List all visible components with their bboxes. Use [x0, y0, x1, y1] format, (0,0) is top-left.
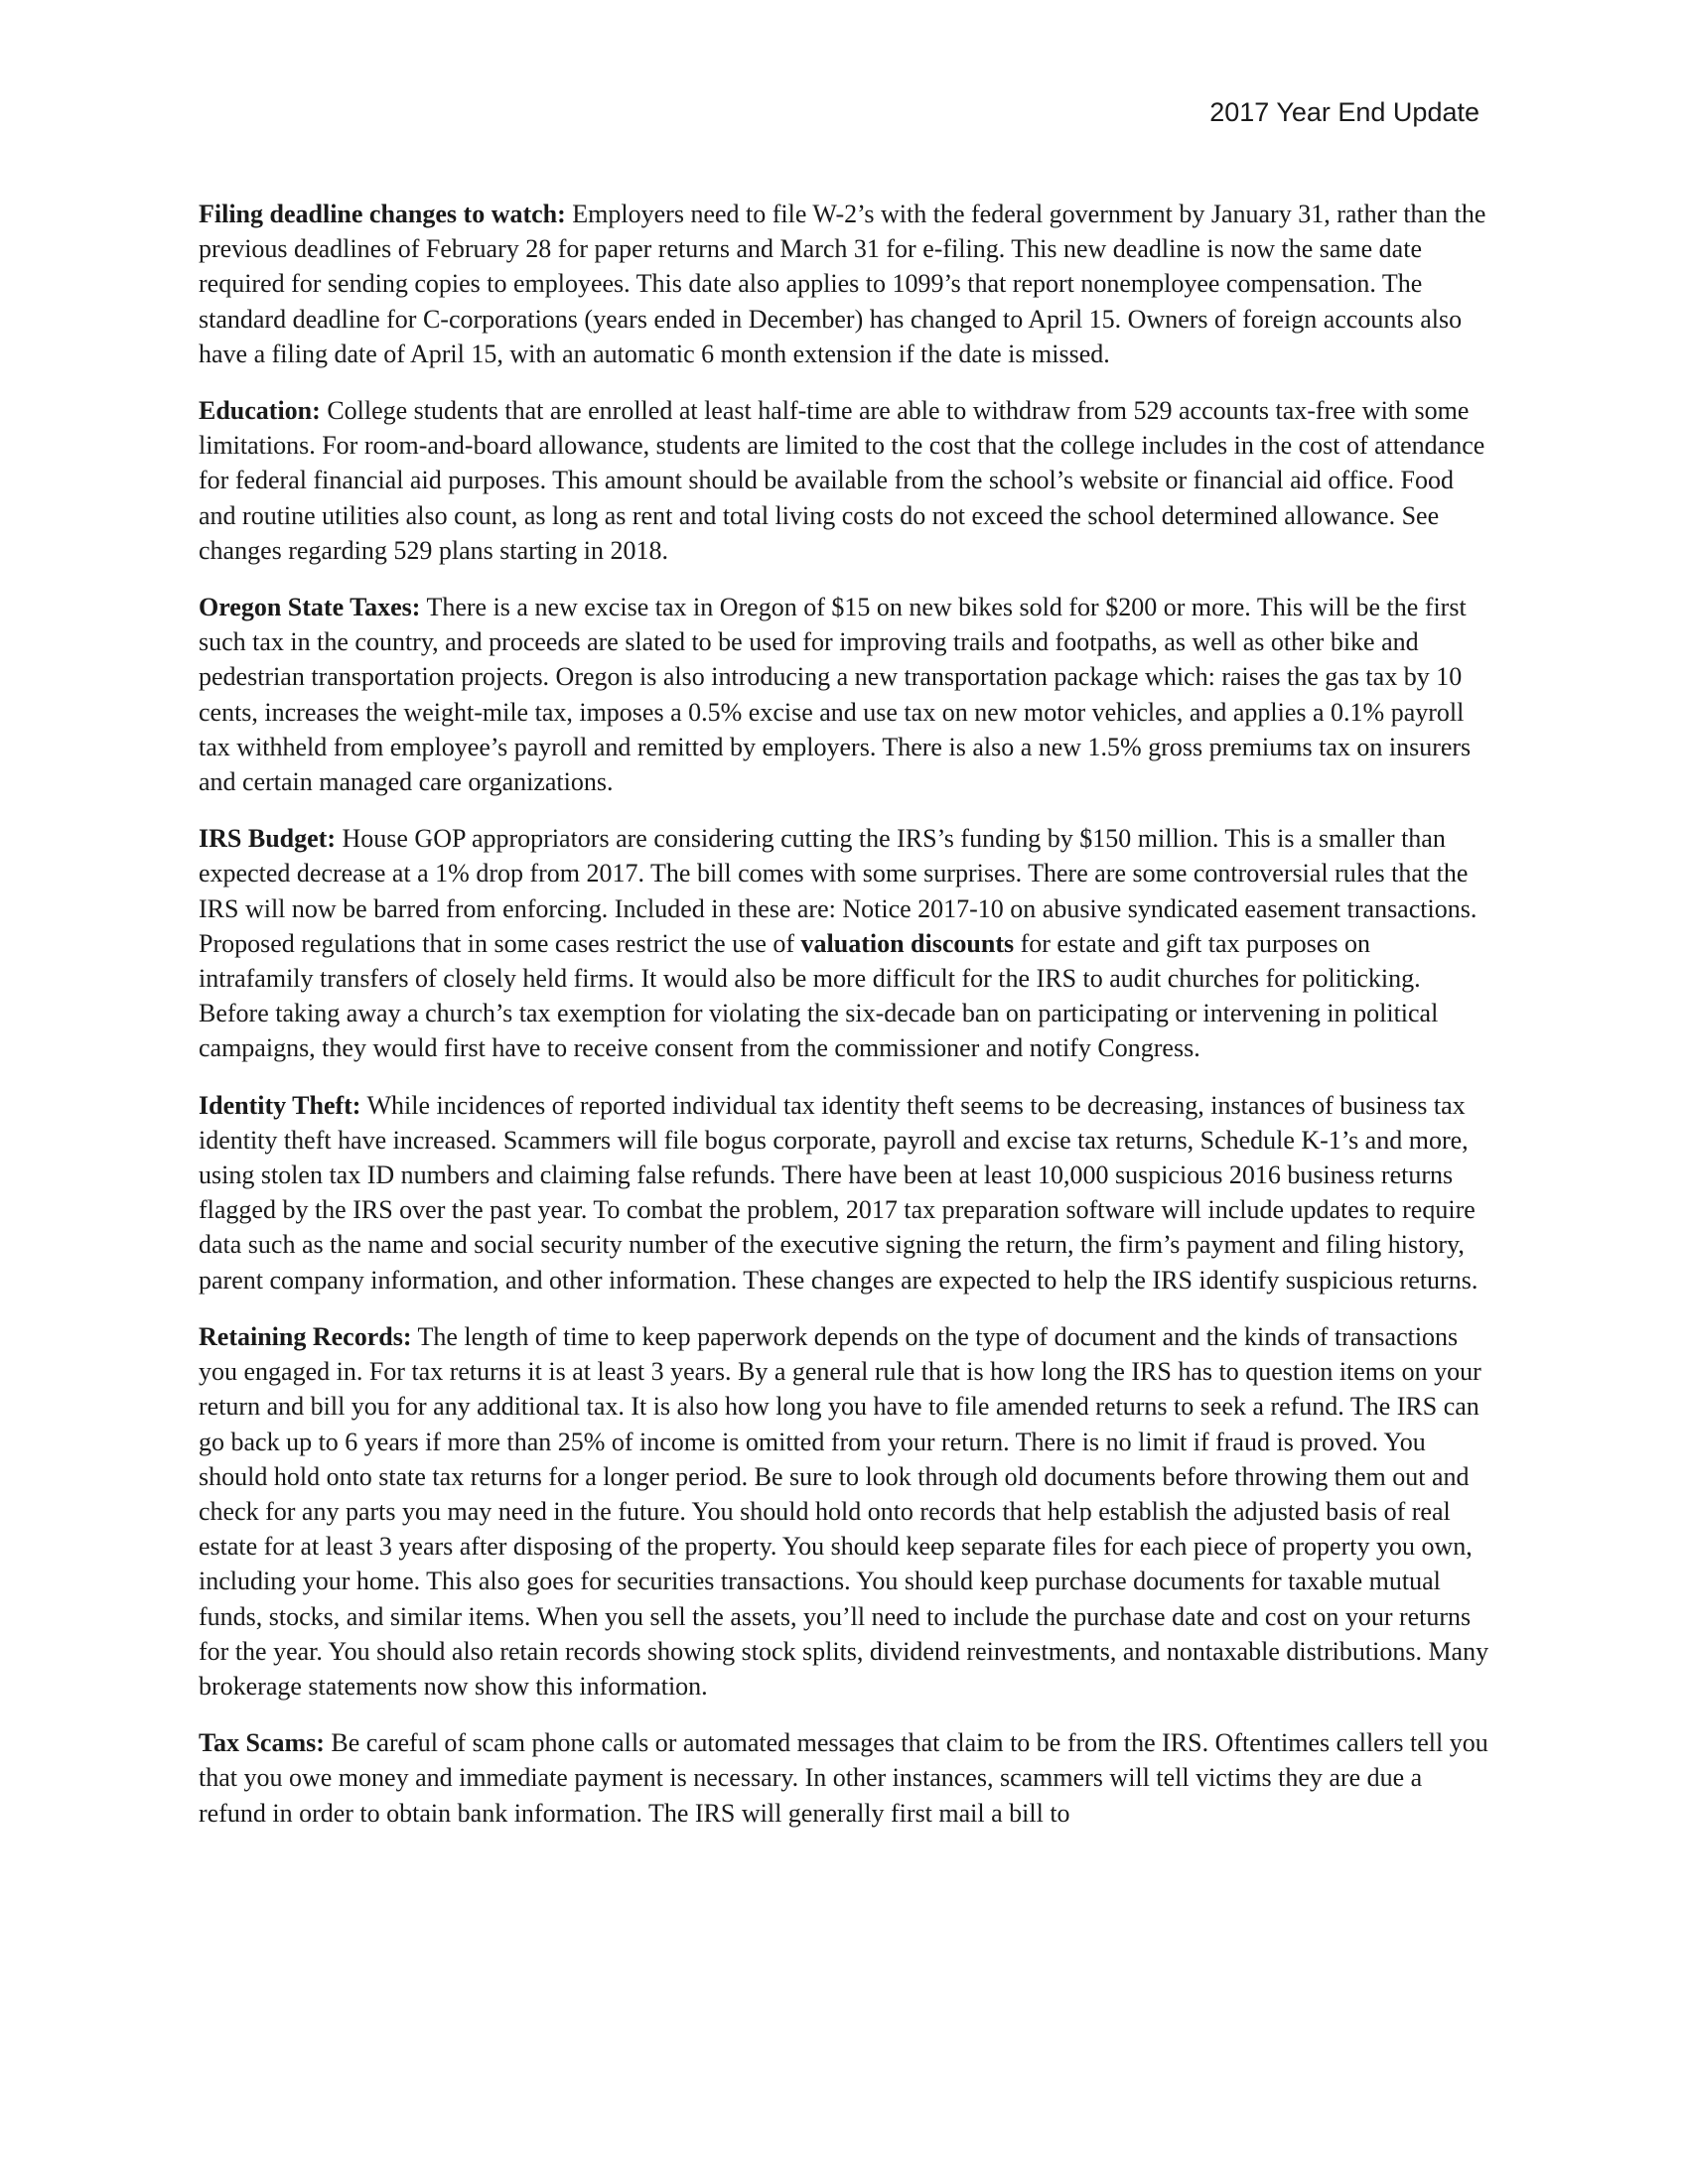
section-text: While incidences of reported individual tax identity theft seems to be decreasing, instances of business tax identity theft have increased. Scammers will file bogus corporate, payroll and excise tax returns, Schedule K-1’s and more, using stolen tax ID numbers and claiming false refunds. There have been at least 10,000 suspicious 2016 business returns flagged by the IRS over the past year. To combat the problem, 2017 tax preparation software will include updates to require data such as the name and social security number of the executive signing the return, the firm’s payment and filing history, parent company information, and other information. These changes are expected to help the IRS identify suspicious returns. — [199, 1090, 1478, 1295]
section-oregon-state-taxes — [199, 590, 1489, 799]
emphasis-valuation-discounts: valuation discounts — [800, 928, 1015, 958]
section-text: House GOP appropriators are considering cutting the IRS’s funding by $150 million. This is a smaller than expected decrease at a 1% drop from 2017. The bill comes with some surprises. There are some controversial rules that the IRS will now be barred from enforcing. Included in these are: Notice 2017-10 on abusive syndicated easement transactions. Proposed regulations that in some cases restrict the use of — [199, 824, 1477, 958]
section-text: There is a new excise tax in Oregon of $15 on new bikes sold for $200 or more. This will be the first such tax in the country, and proceeds are slated to be used for improving trails and footpaths, as well as other bike and pedestrian transportation projects. Oregon is also introducing a new transportation package which: raises the gas tax by 10 cents, increases the weight-mile tax, imposes a 0.5% excise and use tax on new motor vehicles, and applies a 0.1% payroll tax withheld from employee’s payroll and remitted by employers. There is also a new 1.5% gross premiums tax on insurers and certain managed care organizations. — [199, 593, 1472, 797]
section-retaining-records — [199, 1319, 1489, 1704]
section-heading: IRS Budget: — [199, 824, 336, 854]
section-identity-theft — [199, 1088, 1489, 1297]
section-heading: Retaining Records: — [199, 1321, 412, 1351]
running-header: 2017 Year End Update — [1209, 97, 1479, 127]
document-body — [199, 197, 1489, 1852]
section-text: for estate and gift tax purposes on intrafamily transfers of closely held firms. It would also be more difficult for the IRS to audit churches for politicking. Before taking away a church’s tax exemption for violating the six-decade ban on participating or intervening in political campaigns, they would first have to receive consent from the commissioner and notify Congress. — [199, 928, 1439, 1063]
section-heading: Education: — [199, 396, 321, 426]
section-heading: Identity Theft: — [199, 1090, 361, 1120]
section-heading: Filing deadline changes to watch: — [199, 200, 566, 228]
section-tax-scams — [199, 1725, 1489, 1831]
section-heading: Oregon State Taxes: — [199, 593, 421, 622]
section-education — [199, 393, 1489, 568]
section-heading: Tax Scams: — [199, 1728, 325, 1758]
section-text: Be careful of scam phone calls or automated messages that claim to be from the IRS. Oftentimes callers tell you that you owe money and immediate payment is necessary. In other instances, scammers will tell victims they are due a refund in order to obtain bank information. The IRS will generally first mail a bill to — [199, 1728, 1488, 1828]
section-irs-budget — [199, 821, 1489, 1065]
section-text: College students that are enrolled at least half-time are able to withdraw from 529 accounts tax-free with some limitations. For room-and-board allowance, students are limited to the cost that the college includes in the cost of attendance for federal financial aid purposes. This amount should be available from the school’s website or financial aid office. Food and routine utilities also count, as long as rent and total living costs do not exceed the school determined allowance. See changes regarding 529 plans starting in 2018. — [199, 396, 1485, 565]
section-text: Employers need to file W-2’s with the federal government by January 31, rather than the previous deadlines of February 28 for paper returns and March 31 for e-filing. This new deadline is now the same date required for sending copies to employees. This date also applies to 1099’s that report nonemployee compensation. The standard deadline for C-corporations (years ended in December) has changed to April 15. Owners of foreign accounts also have a filing date of April 15, with an automatic 6 month extension if the date is missed. — [199, 200, 1486, 368]
section-text: The length of time to keep paperwork depends on the type of document and the kinds of transactions you engaged in. For tax returns it is at least 3 years. By a general rule that is how long the IRS has to question items on your return and bill you for any additional tax. It is also how long you have to file amended returns to seek a refund. The IRS can go back up to 6 years if more than 25% of income is omitted from your return. There is no limit if fraud is proved. You should hold onto state tax returns for a longer period. Be sure to look through old documents before throwing them out and check for any parts you may need in the future. You should hold onto records that help establish the adjusted basis of real estate for at least 3 years after disposing of the property. You should keep separate files for each piece of property you own, including your home. This also goes for securities transactions. You should keep purchase documents for taxable mutual funds, stocks, and similar items. When you sell the assets, you’ll need to include the purchase date and cost on your returns for the year. You should also retain records showing stock splits, dividend reinvestments, and nontaxable distributions. Many brokerage statements now show this information. — [199, 1321, 1489, 1701]
section-filing-deadlines — [199, 197, 1489, 371]
